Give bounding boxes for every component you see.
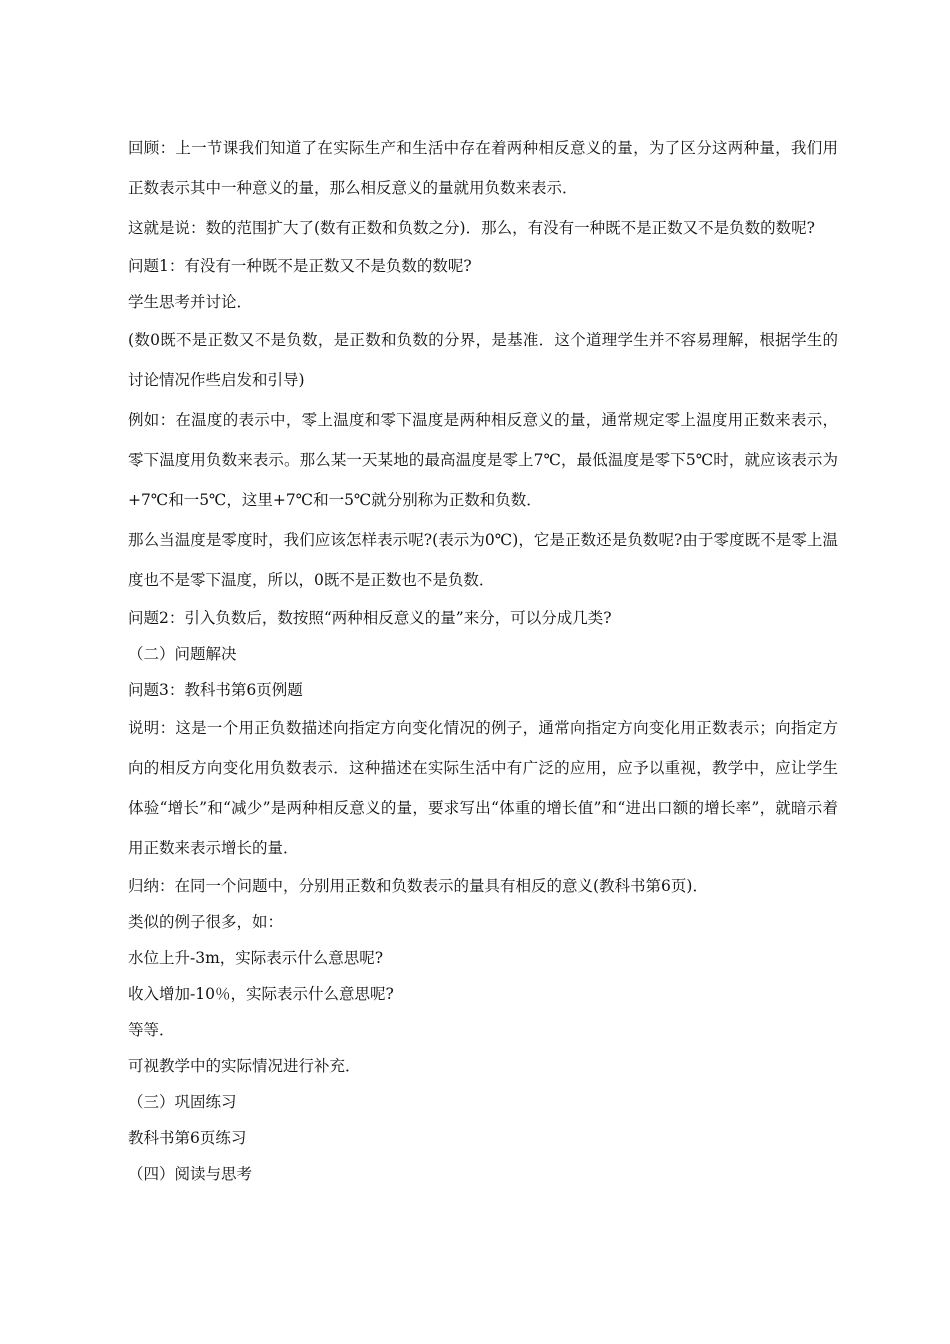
paragraph-range-extended: 这就是说：数的范围扩大了(数有正数和负数之分)．那么，有没有一种既不是正数又不是负数的数呢?	[128, 219, 815, 237]
paragraph-supplement: 可视教学中的实际情况进行补充．	[128, 1057, 361, 1075]
paragraph-question-3: 问题3：教科书第6页例题	[128, 681, 303, 699]
paragraph-zero-note: (数0既不是正数又不是负数，是正数和负数的分界，是基准．这个道理学生并不容易理解，根据学生的讨论情况作些启发和引导)	[128, 331, 838, 389]
paragraph-etc: 等等．	[128, 1021, 175, 1039]
section-heading-problem-solving: （二）问题解决	[128, 645, 237, 663]
paragraph-income: 收入增加-10％，实际表示什么意思呢?	[128, 985, 394, 1003]
paragraph-textbook-exercise: 教科书第6页练习	[128, 1129, 247, 1147]
paragraph-question-2: 问题2：引入负数后，数按照“两种相反意义的量”来分，可以分成几类?	[128, 609, 612, 627]
paragraph-review: 回顾：上一节课我们知道了在实际生产和生活中存在着两种相反意义的量，为了区分这两种量，我们用正数表示其中一种意义的量，那么相反意义的量就用负数来表示．	[128, 139, 838, 197]
paragraph-summary: 归纳：在同一个问题中，分别用正数和负数表示的量具有相反的意义(教科书第6页)．	[128, 877, 708, 895]
document-body	[128, 128, 838, 1192]
paragraph-explanation: 说明：这是一个用正负数描述向指定方向变化情况的例子，通常向指定方向变化用正数表示；向指定方向的相反方向变化用负数表示．这种描述在实际生活中有广泛的应用，应予以重视，教学中，应让学生体验“增长”和“减少”是两种相反意义的量，要求写出“体重的增长值”和“进出口额的增长率”，就暗示着用正数来表示增长的量．	[128, 719, 838, 857]
paragraph-question-1: 问题1：有没有一种既不是正数又不是负数的数呢?	[128, 257, 472, 275]
section-heading-practice: （三）巩固练习	[128, 1093, 237, 1111]
paragraph-temperature-example: 例如：在温度的表示中，零上温度和零下温度是两种相反意义的量，通常规定零上温度用正数来表示，零下温度用负数来表示。那么某一天某地的最高温度是零上7℃，最低温度是零下5℃时，就应该表示为+7℃和一5℃，这里+7℃和一5℃就分别称为正数和负数．	[128, 411, 838, 509]
paragraph-similar-examples: 类似的例子很多，如：	[128, 913, 284, 931]
paragraph-water-level: 水位上升-3m，实际表示什么意思呢?	[128, 949, 384, 967]
paragraph-discussion: 学生思考并讨论．	[128, 293, 253, 311]
paragraph-zero-degree: 那么当温度是零度时，我们应该怎样表示呢?(表示为0℃)，它是正数还是负数呢?由于零度既不是零上温度也不是零下温度，所以，0既不是正数也不是负数．	[128, 531, 838, 589]
section-heading-reading: （四）阅读与思考	[128, 1165, 253, 1183]
